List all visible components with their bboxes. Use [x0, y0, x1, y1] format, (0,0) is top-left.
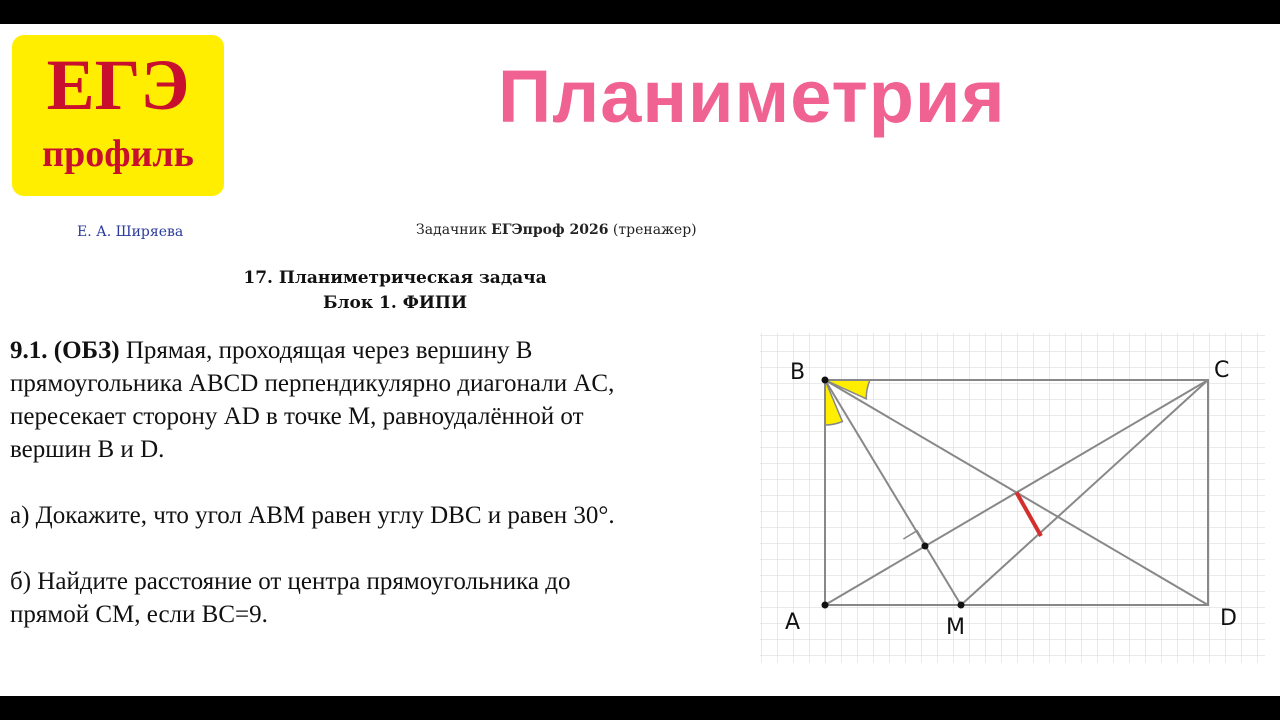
problem-number: 9.1. (ОБЗ): [10, 337, 120, 364]
problem-line-2: прямоугольника ABCD перпендикулярно диагонали AC,: [10, 370, 615, 397]
problem-line-4: вершин B и D.: [10, 436, 165, 463]
point-foot: [922, 543, 929, 550]
section-heading: [200, 266, 590, 316]
label-c: C: [1214, 358, 1230, 383]
page-title: Планиметрия: [498, 55, 1006, 138]
logo-profile-text: профиль: [42, 133, 194, 175]
problem-text: [10, 334, 740, 631]
problem-line-3: пересекает сторону AD в точке M, равноудалённой от: [10, 403, 584, 430]
problem-text-1: Прямая, проходящая через вершину B: [119, 337, 533, 364]
problem-part-a: а) Докажите, что угол ABM равен углу DBC и равен 30°.: [10, 502, 615, 529]
author-name: Е. А. Ширяева: [77, 224, 184, 240]
problem-part-b-line-2: прямой CM, если BC=9.: [10, 601, 268, 628]
label-d: D: [1220, 606, 1237, 631]
point-a: [822, 602, 829, 609]
section-line1: 17. Планиметрическая задача: [243, 268, 547, 288]
ege-logo: [12, 35, 224, 196]
problem-part-b-line-1: б) Найдите расстояние от центра прямоугольника до: [10, 568, 571, 595]
source-prefix: Задачник: [416, 222, 492, 238]
label-b: B: [790, 360, 806, 385]
problem-line-1: [10, 334, 740, 367]
bottom-black-bar: [0, 696, 1280, 720]
point-m: [958, 602, 965, 609]
source-line: [416, 222, 697, 238]
label-a: A: [785, 610, 801, 635]
section-line2: Блок 1. ФИПИ: [322, 293, 468, 313]
point-b: [822, 377, 829, 384]
logo-ege-text: ЕГЭ: [46, 45, 190, 125]
source-bold: ЕГЭпроф 2026: [491, 222, 609, 238]
source-suffix: (тренажер): [608, 222, 697, 238]
geometry-figure: [760, 333, 1265, 663]
top-black-bar: [0, 0, 1280, 24]
label-m: M: [946, 615, 965, 640]
